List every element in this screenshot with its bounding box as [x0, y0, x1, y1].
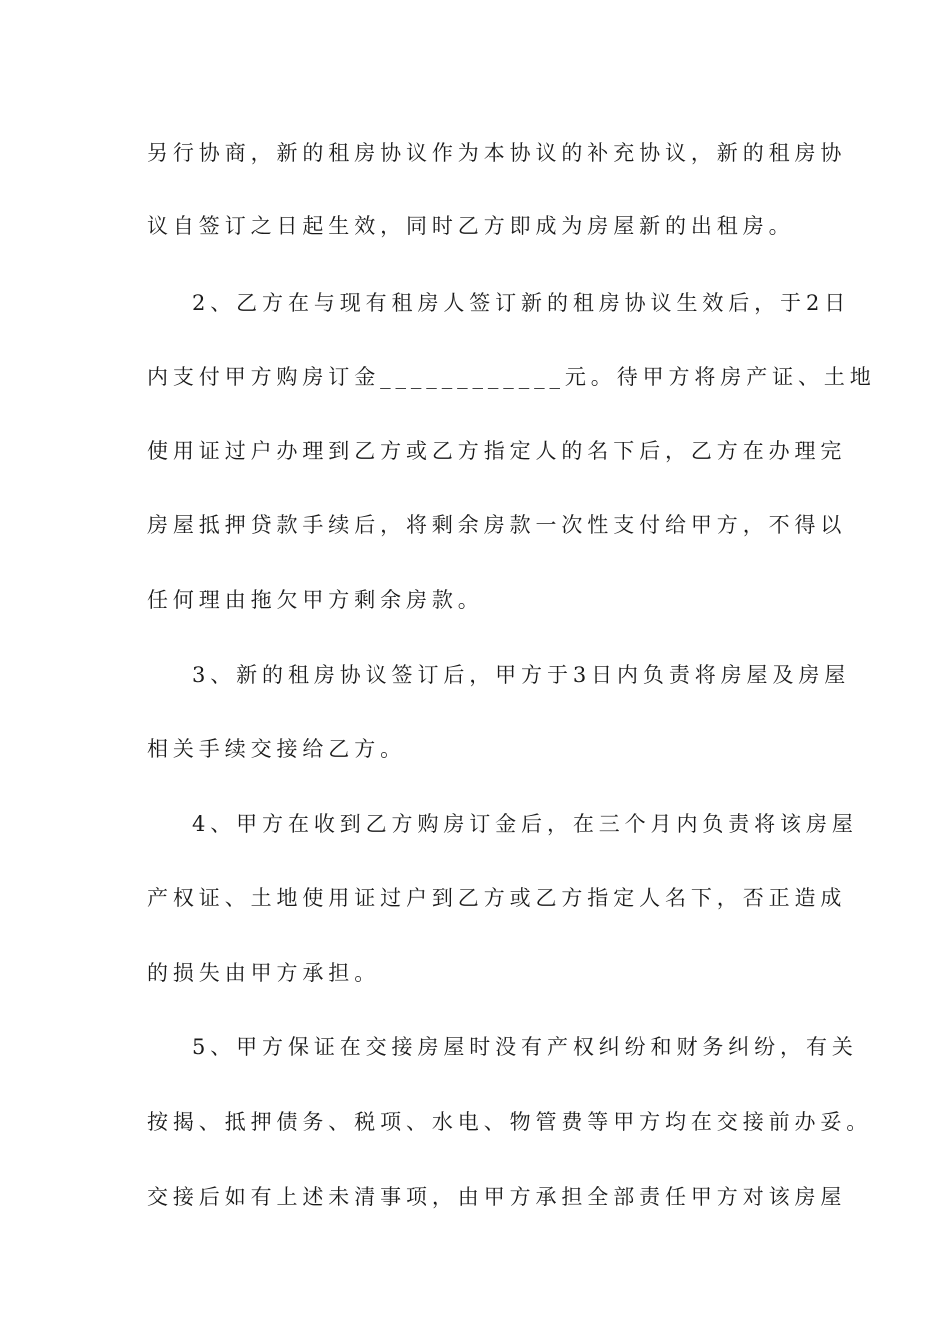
clause-2-line-3: 使用证过户办理到乙方或乙方指定人的名下后，乙方在办理完: [147, 439, 847, 463]
clause-4-line-3: 的损失由甲方承担。: [147, 961, 381, 985]
clause-5-line-2: 按揭、抵押债务、税项、水电、物管费等甲方均在交接前办妥。: [147, 1110, 873, 1134]
clause-2-line-4: 房屋抵押贷款手续后，将剩余房款一次性支付给甲方，不得以: [147, 513, 847, 537]
clause-5-line-1: 5、甲方保证在交接房屋时没有产权纠纷和财务纠纷，有关: [192, 1035, 858, 1059]
text-line-1: 另行协商，新的租房协议作为本协议的补充协议，新的租房协: [147, 141, 847, 165]
clause-2-line-2: 内支付甲方购房订金____________元。待甲方将房产证、土地: [147, 365, 876, 389]
clause-2-line-5: 任何理由拖欠甲方剩余房款。: [147, 588, 484, 612]
clause-4-line-1: 4、甲方在收到乙方购房订金后，在三个月内负责将该房屋: [192, 812, 858, 836]
clause-5-line-3: 交接后如有上述未清事项，由甲方承担全部责任甲方对该房屋: [147, 1185, 847, 1209]
clause-4-line-2: 产权证、土地使用证过户到乙方或乙方指定人名下，否正造成: [147, 886, 847, 910]
text-line-2: 议自签订之日起生效，同时乙方即成为房屋新的出租房。: [147, 214, 795, 238]
clause-2-line-1: 2、乙方在与现有租房人签订新的租房协议生效后，于2日: [192, 291, 851, 315]
clause-3-line-1: 3、新的租房协议签订后，甲方于3日内负责将房屋及房屋: [192, 663, 851, 687]
clause-3-line-2: 相关手续交接给乙方。: [147, 737, 406, 761]
